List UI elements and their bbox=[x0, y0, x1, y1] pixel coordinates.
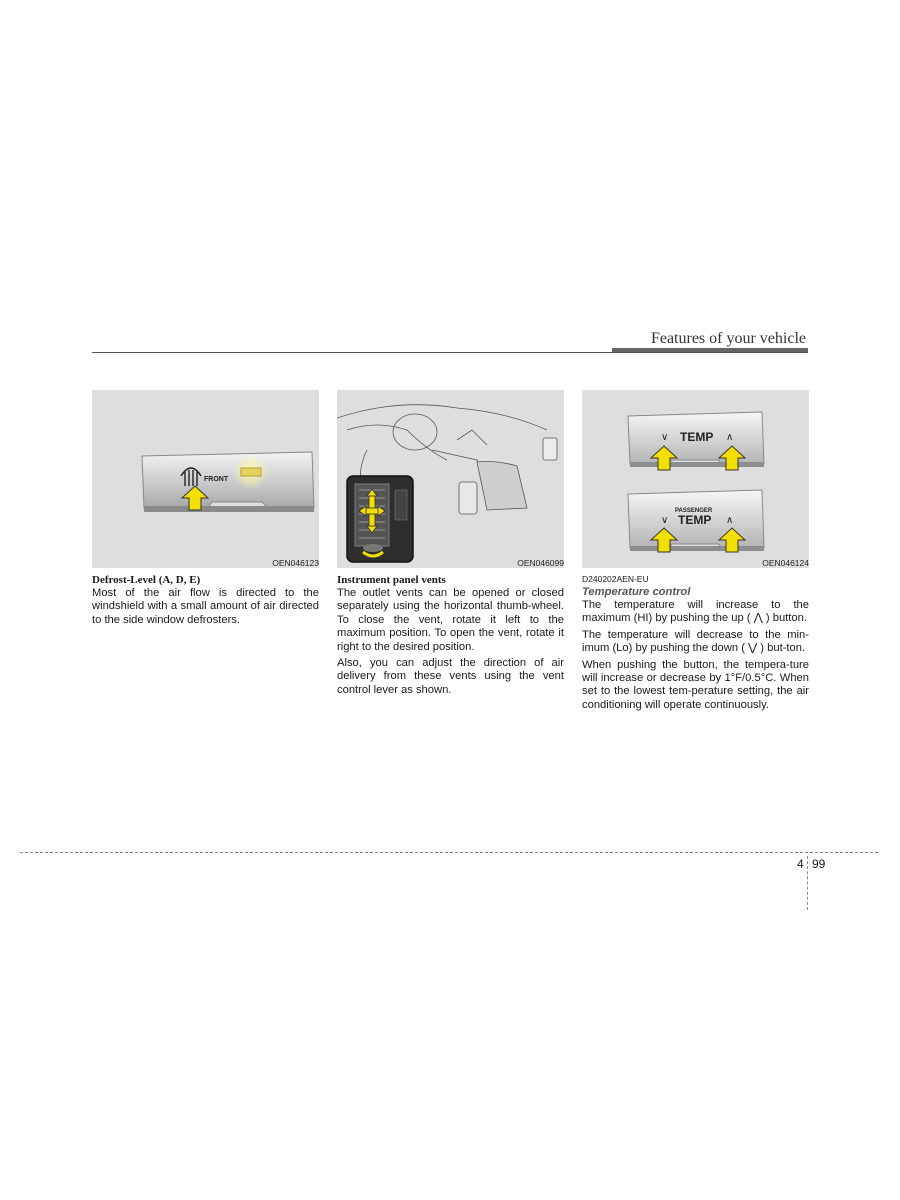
dashboard-illustration bbox=[337, 390, 564, 568]
passenger-temp-up-icon: ∧ bbox=[726, 515, 734, 526]
figure-code: OEN046124 bbox=[762, 558, 809, 568]
body-paragraph: The outlet vents can be opened or closed separately using the horizontal thumb-wheel. To close the vent, rotate it left to the maximum position. To open the vent, rotate it right to the desired position. bbox=[337, 587, 564, 653]
body-paragraph: Most of the air flow is directed to the windshield with a small amount of air directed to the side window defrosters. bbox=[92, 587, 319, 626]
passenger-temp-down-icon: ∨ bbox=[661, 515, 669, 526]
passenger-label: PASSENGER bbox=[675, 508, 713, 514]
column-defrost-level bbox=[92, 390, 319, 630]
footer-rule bbox=[20, 852, 878, 853]
footer-divider bbox=[807, 856, 808, 910]
figure-defrost-button bbox=[92, 390, 319, 568]
figure-code: OEN046099 bbox=[517, 558, 564, 568]
temp-label: TEMP bbox=[680, 430, 714, 444]
passenger-temp-label: TEMP bbox=[678, 513, 712, 527]
column-instrument-vents bbox=[337, 390, 564, 700]
defrost-panel-illustration bbox=[92, 390, 319, 568]
temp-down-icon: ∨ bbox=[661, 432, 669, 443]
page-header-title: Features of your vehicle bbox=[650, 330, 806, 347]
front-label: FRONT bbox=[204, 476, 229, 483]
chapter-number: 4 bbox=[797, 857, 804, 871]
section-heading: Instrument panel vents bbox=[337, 574, 446, 586]
body-paragraph: The temperature will increase to the maximum (HI) by pushing the up ( ⋀ ) button. bbox=[582, 599, 809, 625]
header-rule bbox=[92, 352, 808, 353]
figure-temp-buttons bbox=[582, 390, 809, 568]
section-heading: Defrost-Level (A, D, E) bbox=[92, 574, 201, 586]
page-number: 99 bbox=[812, 857, 826, 871]
column-temperature-control bbox=[582, 390, 809, 715]
body-paragraph: Also, you can adjust the direction of air delivery from these vents using the vent control lever as shown. bbox=[337, 657, 564, 696]
section-subheading: Temperature control bbox=[582, 586, 691, 598]
temp-panel-illustration bbox=[582, 390, 809, 568]
body-paragraph: The temperature will decrease to the min-imum (Lo) by pushing the down ( ⋁ ) but-ton. bbox=[582, 628, 809, 655]
figure-instrument-vents bbox=[337, 390, 564, 568]
temp-up-icon: ∧ bbox=[726, 432, 734, 443]
body-paragraph: When pushing the button, the tempera-ture will increase or decrease by 1°F/0.5°C. When set to the lowest tem-perature setting, the air conditioning will operate continuously. bbox=[582, 658, 809, 711]
figure-code: OEN046123 bbox=[272, 558, 319, 568]
document-code: D240202AEN-EU bbox=[582, 574, 649, 584]
